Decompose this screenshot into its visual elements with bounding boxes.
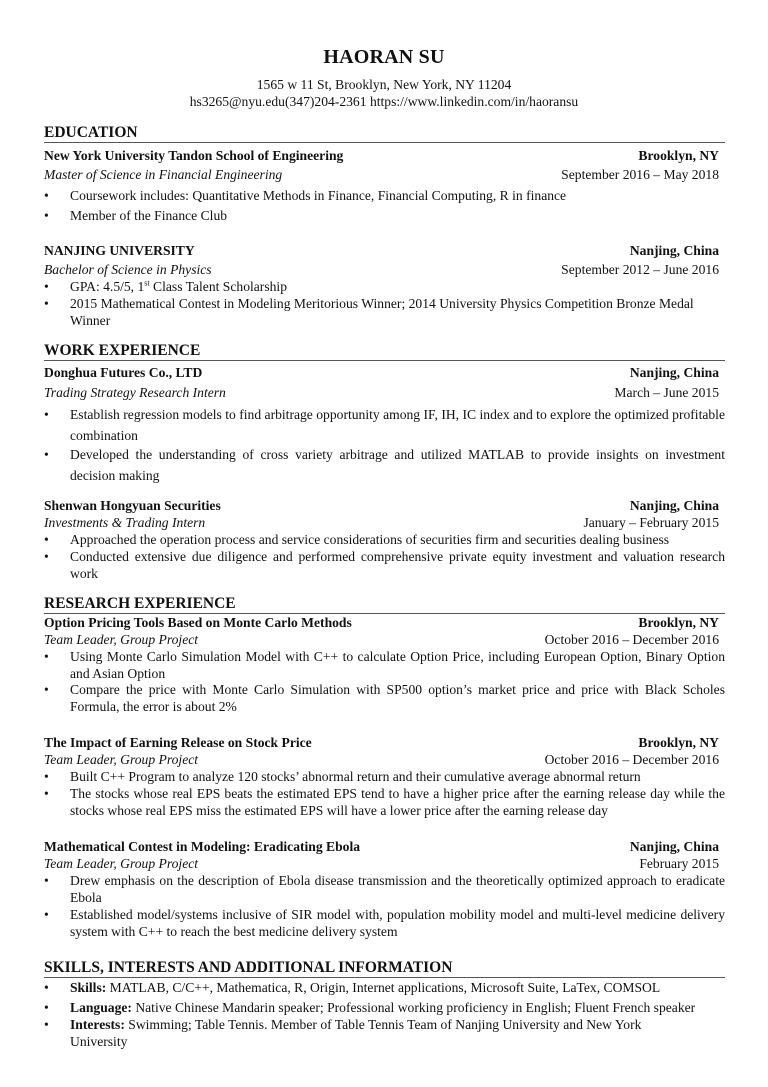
dates: October 2016 – December 2016: [544, 632, 719, 647]
org-location: Brooklyn, NY: [638, 735, 719, 750]
section-title-work: WORK EXPERIENCE: [44, 342, 725, 361]
org-location: Nanjing, China: [629, 839, 719, 854]
bullet-icon: •: [44, 296, 49, 311]
bullet-icon: •: [44, 188, 49, 203]
address: 1565 w 11 St, Brooklyn, New York, NY 11204: [256, 77, 512, 92]
resume-page: HAORAN SU 1565 w 11 St, Brooklyn, New York, NY 11204 hs3265@nyu.edu(347)204-2361 https://www.linkedin.com/in/haoransu EDUCATION New York University Tandon School of Engineering Brooklyn, NY Master of Science in Financial Engineering September 2016 – May 2018 • Coursework includes: Quantitative Methods in Finance, Financial Computing, R in finance • Member of the Finance Club NANJING UNIVERSITY Nanjing, China Bachelor of Science in Physics September 2012 – June 2016 • GPA: 4.5/5, 1st Class Talent Scholarship • 2015 Mathematical Contest in Modeling Meritorious Winner; 2014 University Physics Competition Bronze Medal Winner WORK EXPERIENCE Donghua Futures Co., LTD Nanjing, China Trading Strategy Research Intern March – June 2015 • Establish regression models to find arbitrage opportunity among IF, IH, IC index and to explore the optimized profitable combination • Developed the understanding of cross variety arbitrage and utilized MATLAB to provide insights on investment decision making Shenwan Hongyuan Securities Nanjing, China Investments & Trading Intern January – February 2015 • Approached the operation process and service considerations of securities firm and securities dealing business • Conducted extensive due diligence and performed comprehensive private equity investment and valuation research work RESEARCH EXPERIENCE Option Pricing Tools Based on Monte Carlo Methods Brooklyn, NY Team Leader, Group Project October 2016 – December 2016 • Using Monte Carlo Simulation Model with C++ to calculate Option Price, including European Option, Binary Option and Asian Option • Compare the price with Monte Carlo Simulation with SP500 option’s market price and price with Black Scholes Formula, the error is about 2% The Impact of Earning Release on Stock Price Brooklyn, NY Team Leader, Group Project October 2016 – December 2016 • Built C++ Program to analyze 120 stocks’ abnormal return and their cumulative average abnormal return • The stocks whose real EPS beats the estimated EPS tend to have a higher price after the earning release day while the stocks whose real EPS miss the estimated EPS will have a lower price after the earning release day Mathematical Contest in Modeling: Eradicating Ebola Nanjing, China Team Leader, Group Project February 2015 • Drew emphasis on the description of Ebola disease transmission and the theoretically optimized approach to eradicate Ebola • Established model/systems inclusive of SIR model with, population mobility model and multi-level medicine delivery system with C++ to reach the best medicine delivery system SKILLS, INTERESTS AND ADDITIONAL INFORMATION • Skills: MATLAB, C/C++, Mathematica, R, Origin, Internet applications, Microsoft Suite, LaTex, COMSOL • Language: Native Chinese Mandarin speaker; Professional working proficiency in English; Fluent French speaker • Interests: Swimming; Table Tennis. Member of Table Tennis Team of Nanjing University and New York University: [0, 0, 768, 1087]
bullet-icon: •: [44, 532, 49, 547]
resume-name: HAORAN SU: [323, 46, 445, 68]
dates: September 2012 – June 2016: [561, 262, 719, 277]
bullet-icon: •: [44, 907, 49, 922]
org-name: Option Pricing Tools Based on Monte Carlo Methods: [44, 615, 352, 630]
bullet-icon: •: [44, 447, 49, 462]
bullet-icon: •: [44, 208, 49, 223]
role: Master of Science in Financial Engineering: [44, 167, 283, 182]
role: Trading Strategy Research Intern: [44, 385, 226, 400]
org-location: Nanjing, China: [629, 498, 719, 513]
org-location: Brooklyn, NY: [638, 615, 719, 630]
bullet-icon: •: [44, 980, 49, 995]
org-location: Nanjing, China: [629, 365, 719, 380]
bullet-icon: •: [44, 649, 49, 664]
dates: September 2016 – May 2018: [561, 167, 719, 182]
email-link[interactable]: hs3265@nyu.edu: [189, 94, 285, 109]
section-title-skills: SKILLS, INTERESTS AND ADDITIONAL INFORMATION: [44, 959, 725, 978]
org-name: Mathematical Contest in Modeling: Eradicating Ebola: [44, 839, 361, 854]
bullet-icon: •: [44, 279, 49, 294]
org-location: Nanjing, China: [629, 243, 719, 258]
org-name: Donghua Futures Co., LTD: [44, 365, 203, 380]
bullet-icon: •: [44, 549, 49, 564]
bullet-icon: •: [44, 786, 49, 801]
org-name: NANJING UNIVERSITY: [44, 243, 195, 258]
dates: March – June 2015: [614, 385, 719, 400]
org-name: Shenwan Hongyuan Securities: [44, 498, 221, 513]
section-title-education: EDUCATION: [44, 124, 725, 143]
section-title-research: RESEARCH EXPERIENCE: [44, 595, 725, 614]
bullet-icon: •: [44, 407, 49, 422]
contact-line: [0, 94, 768, 110]
bullet-icon: •: [44, 769, 49, 784]
bullet-icon: •: [44, 1017, 49, 1032]
dates: January – February 2015: [583, 515, 719, 530]
skill-label: Language:: [70, 1000, 132, 1015]
org-location: Brooklyn, NY: [638, 148, 719, 163]
role: Team Leader, Group Project: [44, 752, 199, 767]
role: Team Leader, Group Project: [44, 632, 199, 647]
org-name: The Impact of Earning Release on Stock Price: [44, 735, 312, 750]
dates: October 2016 – December 2016: [544, 752, 719, 767]
role: Team Leader, Group Project: [44, 856, 199, 871]
linkedin-link[interactable]: https://www.linkedin.com/in/haoransu: [369, 94, 579, 109]
role: Investments & Trading Intern: [44, 515, 206, 530]
bullet-icon: •: [44, 682, 49, 697]
phone-number: (347)204-2361: [284, 94, 367, 109]
dates: February 2015: [639, 856, 719, 871]
bullet-icon: •: [44, 1000, 49, 1015]
skill-label: Skills:: [70, 980, 107, 995]
org-name: New York University Tandon School of Engineering: [44, 148, 344, 163]
skill-label: Interests:: [70, 1017, 125, 1032]
bullet-icon: •: [44, 873, 49, 888]
role: Bachelor of Science in Physics: [44, 262, 212, 277]
